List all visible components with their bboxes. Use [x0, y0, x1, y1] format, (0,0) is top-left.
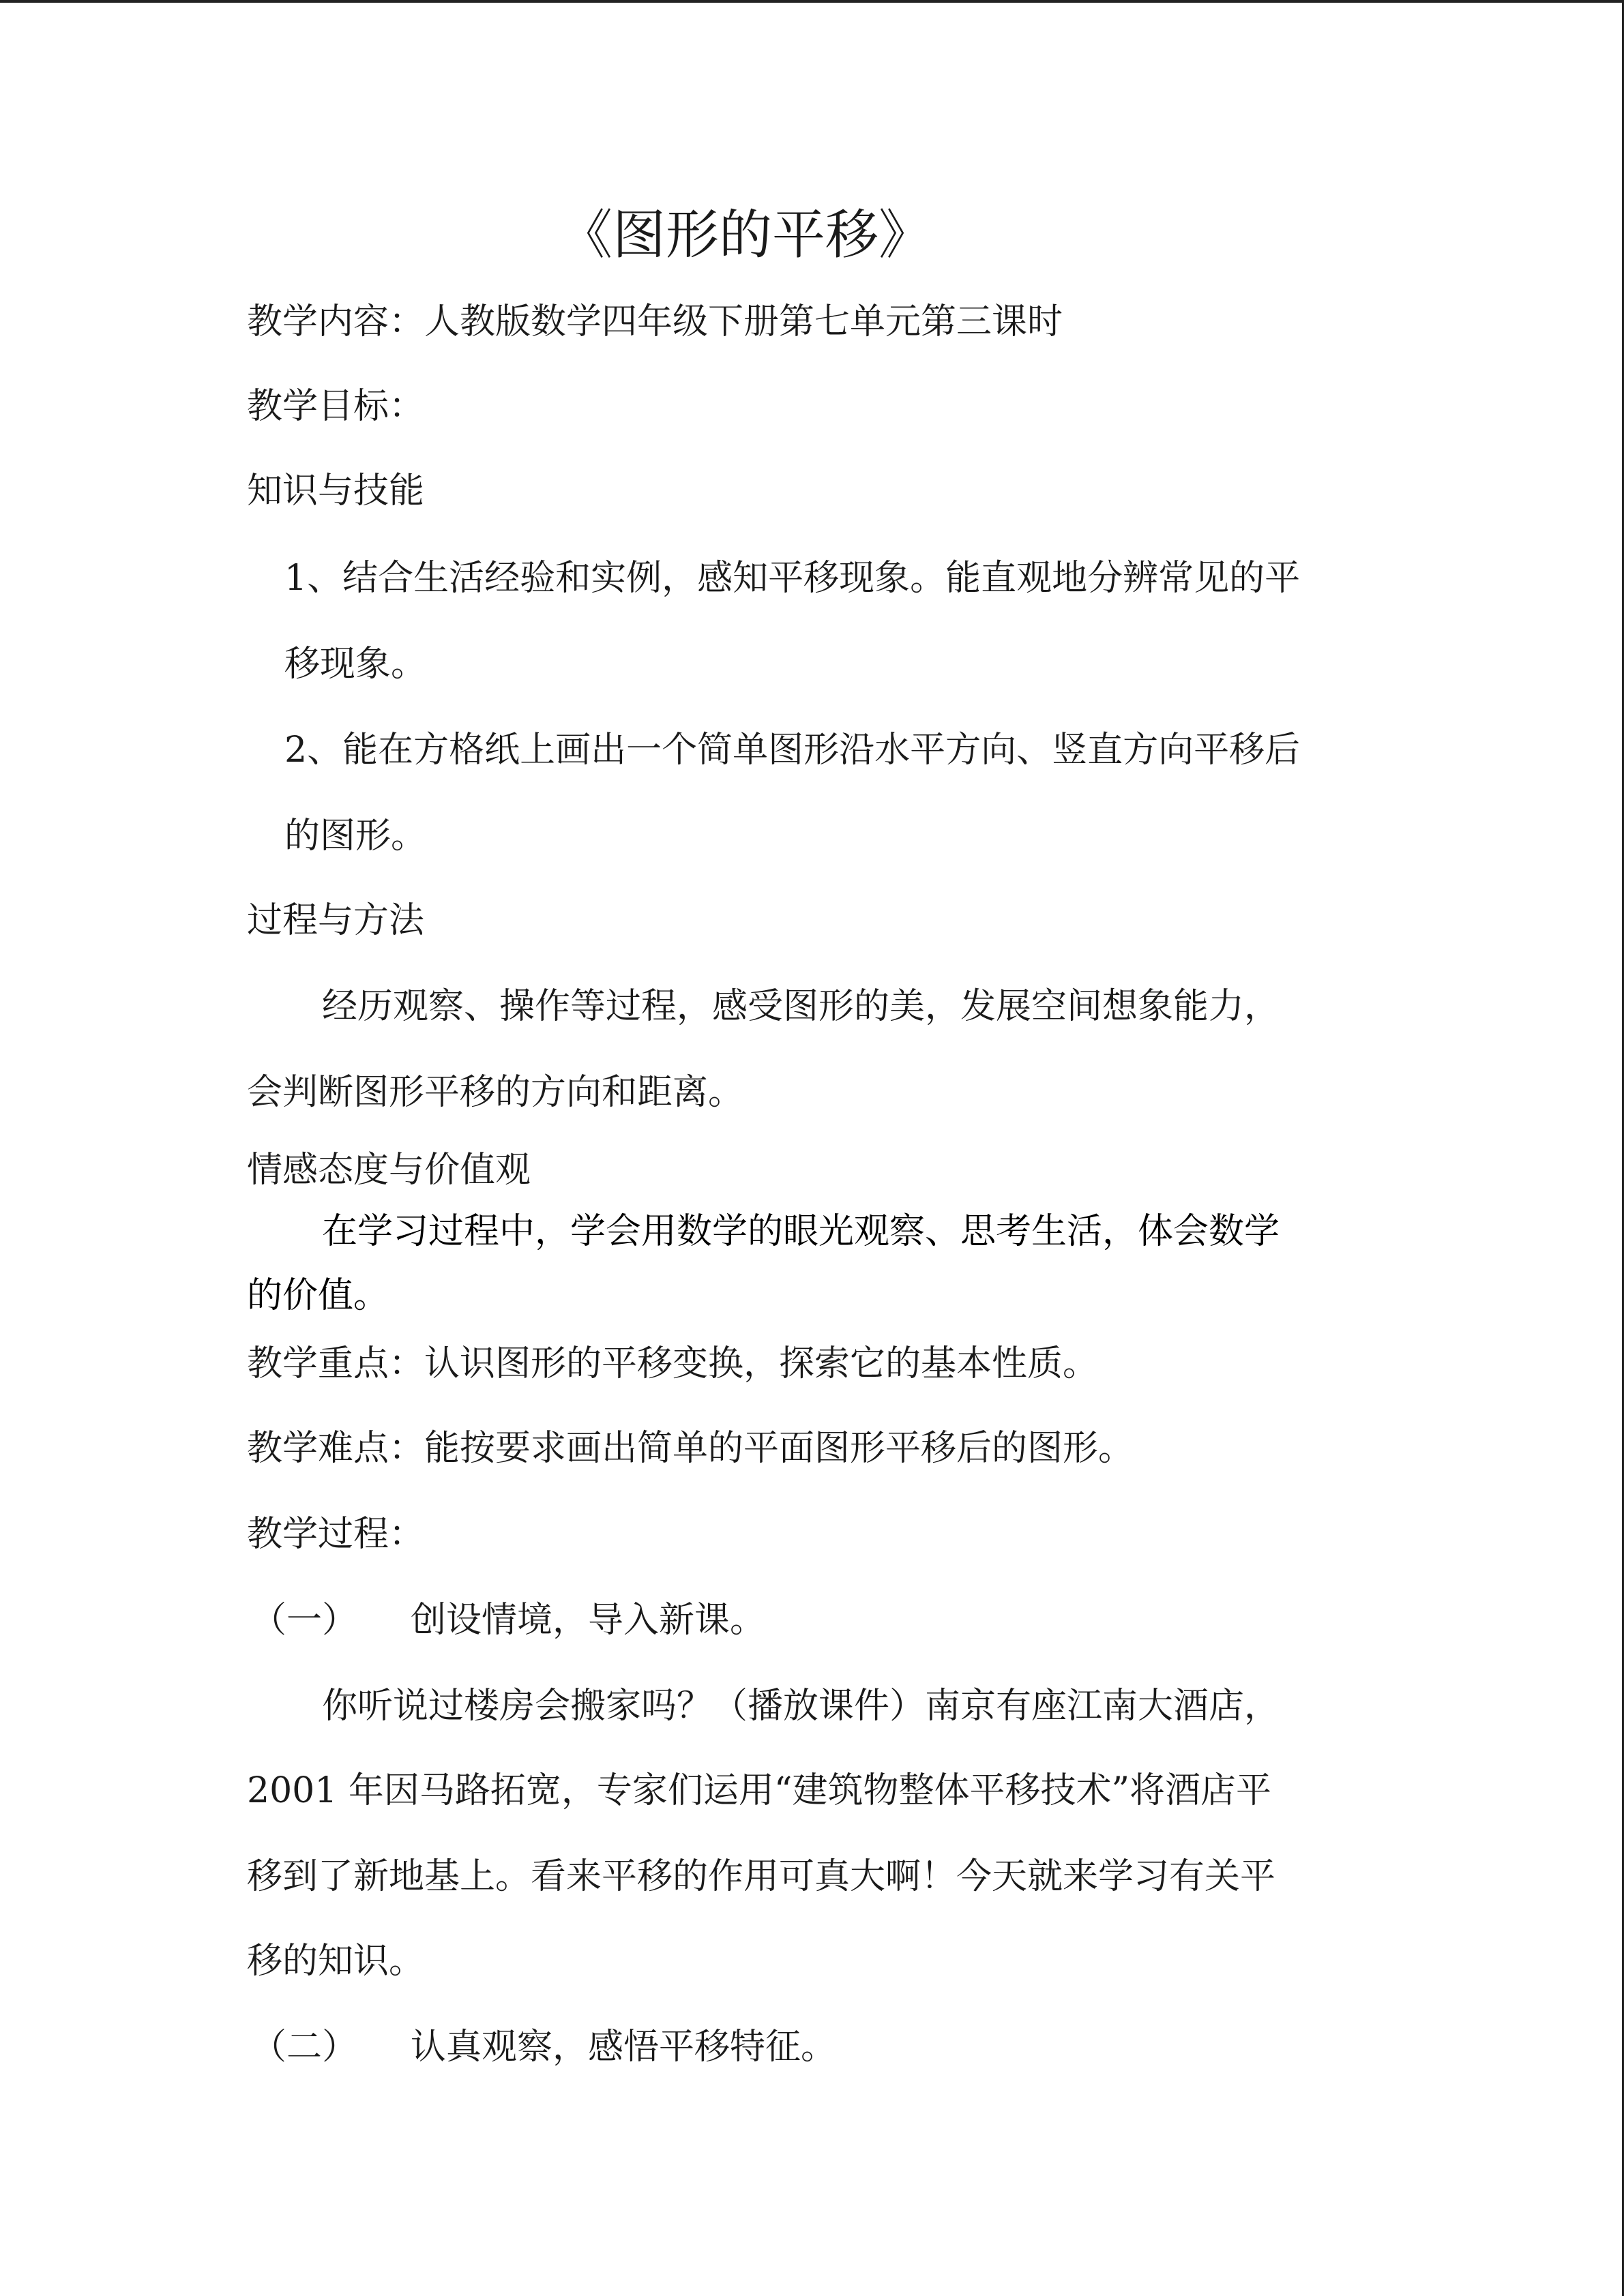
page-top-border	[0, 0, 1624, 3]
knowledge-item-2-line-2: 的图形。	[284, 816, 427, 856]
intro-paragraph-line-4: 移的知识。	[247, 1941, 425, 1982]
intro-paragraph-line-1: 你听说过楼房会搬家吗？（播放课件）南京有座江南大酒店，	[322, 1686, 1280, 1727]
knowledge-item-1-line-1: 1、结合生活经验和实例，感知平移现象。能直观地分辨常见的平	[284, 558, 1301, 599]
teaching-content-line: 教学内容：人教版数学四年级下册第七单元第三课时	[247, 301, 1063, 342]
emotion-values-text-line-1: 在学习过程中，学会用数学的眼光观察、思考生活，体会数学	[322, 1211, 1280, 1252]
knowledge-skills-heading: 知识与技能	[247, 471, 425, 511]
step-2-heading: （二） 认真观察，感悟平移特征。	[251, 2027, 837, 2068]
step-1-heading: （一） 创设情境，导入新课。	[251, 1600, 766, 1641]
teaching-objectives-heading: 教学目标：	[247, 386, 425, 427]
knowledge-item-1-line-2: 移现象。	[284, 644, 427, 685]
emotion-values-text-line-2: 的价值。	[247, 1275, 389, 1316]
difficulty-line: 教学难点：能按要求画出简单的平面图形平移后的图形。	[247, 1428, 1134, 1469]
intro-paragraph-line-2: 2001 年因马路拓宽，专家们运用“建筑物整体平移技术”将酒店平	[247, 1770, 1272, 1811]
key-point-line: 教学重点：认识图形的平移变换，探索它的基本性质。	[247, 1343, 1099, 1384]
emotion-values-heading: 情感态度与价值观	[247, 1150, 531, 1191]
process-method-text-line-1: 经历观察、操作等过程，感受图形的美，发展空间想象能力，	[322, 986, 1280, 1027]
teaching-procedure-heading: 教学过程：	[247, 1514, 425, 1555]
knowledge-item-2-line-1: 2、能在方格纸上画出一个简单图形沿水平方向、竖直方向平移后	[284, 730, 1301, 771]
intro-paragraph-line-3: 移到了新地基上。看来平移的作用可真大啊！今天就来学习有关平	[247, 1856, 1276, 1897]
process-method-text-line-2: 会判断图形平移的方向和距离。	[247, 1072, 744, 1113]
process-method-heading: 过程与方法	[247, 900, 425, 941]
document-title: 《图形的平移》	[559, 205, 932, 266]
